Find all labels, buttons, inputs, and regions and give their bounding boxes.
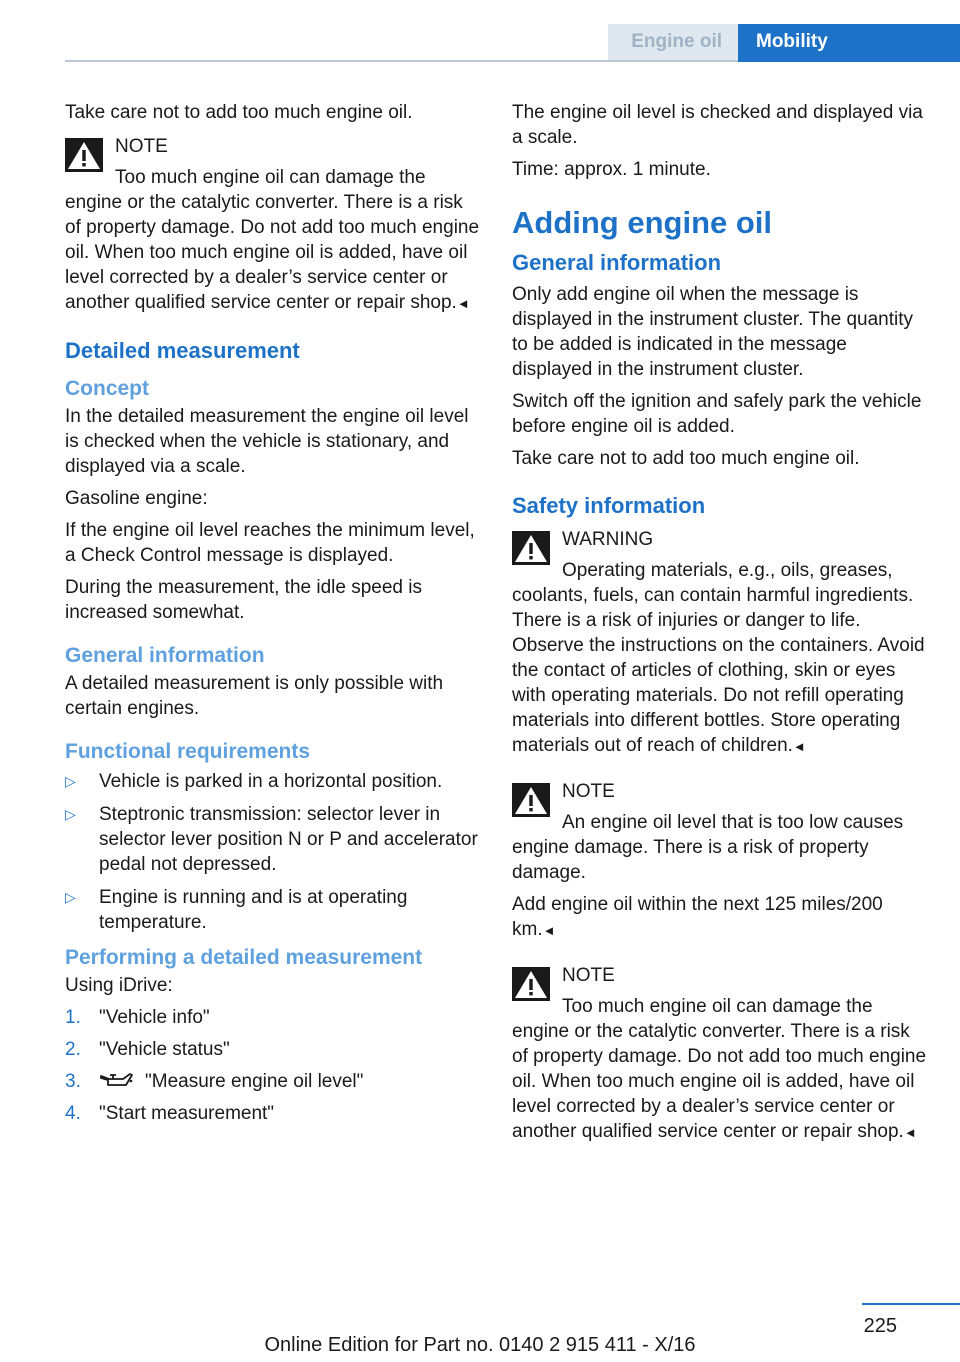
page-number: 225 (863, 1315, 897, 1337)
step-text: "Measure engine oil level" (145, 1071, 364, 1092)
triangle-bullet-icon: ▷ (65, 806, 76, 822)
warning-box (512, 525, 928, 759)
heading-adding-engine-oil: Adding engine oil (512, 205, 773, 240)
concept-paragraph-4: During the measurement, the idle speed is increased somewhat. (65, 577, 422, 623)
end-mark: ◄ (456, 296, 470, 311)
step-item (65, 1037, 483, 1062)
step-text: "Start measurement" (99, 1103, 275, 1124)
note-text: Too much engine oil can damage the engine or the catalytic converter. There is a risk of property damage. Do not add too much engine oil. When too much engine oil is added, have oil level corrected by a dealer’s service center or another qualified service center or repair shop. (65, 167, 480, 313)
list-item-text: Engine is running and is at operating temperature. (99, 887, 408, 933)
list-item-text: Steptronic transmission: selector lever in selector lever position N or P and accelerator pedal not depressed. (99, 804, 478, 875)
step-number: 3. (65, 1071, 81, 1092)
note-text-2: Add engine oil within the next 125 miles/200 km. (512, 894, 883, 940)
step-item (65, 1005, 483, 1030)
heading-concept: Concept (65, 377, 149, 400)
warning-triangle-icon (65, 138, 103, 172)
end-mark: ◄ (542, 923, 556, 938)
step-item (65, 1101, 483, 1126)
step-number: 2. (65, 1039, 81, 1060)
header-section-label: Engine oil (631, 31, 722, 52)
list-item (65, 769, 483, 794)
steps-list (65, 1005, 483, 1126)
header-tab-engine-oil[interactable] (608, 24, 738, 60)
general-paragraph-3: Take care not to add too much engine oil. (512, 448, 860, 469)
warning-triangle-icon (512, 967, 550, 1001)
concept-paragraph-1: In the detailed measurement the engine oil level is checked when the vehicle is stationary, and displayed via a scale. (65, 406, 469, 477)
warning-triangle-icon (512, 783, 550, 817)
step-text: "Vehicle status" (99, 1039, 230, 1060)
step-text: "Vehicle info" (99, 1007, 210, 1028)
note-box-1 (65, 132, 483, 316)
heading-safety-information: Safety information (512, 493, 706, 518)
note-title: NOTE (562, 965, 615, 986)
heading-performing-measurement: Performing a detailed measurement (65, 946, 423, 969)
footer-edition-text: Online Edition for Part no. 0140 2 915 411 - X/16 (264, 1334, 696, 1356)
right-column (512, 100, 928, 1152)
concept-paragraph-2: Gasoline engine: (65, 488, 208, 509)
scale-paragraph: The engine oil level is checked and displayed via a scale. (512, 102, 923, 148)
end-mark: ◄ (903, 1125, 917, 1140)
note-box-3 (512, 961, 928, 1145)
note-text: An engine oil level that is too low causes engine damage. There is a risk of property damage. (512, 812, 904, 883)
triangle-bullet-icon: ▷ (65, 773, 76, 789)
note-text: Too much engine oil can damage the engine or the catalytic converter. There is a risk of property damage. Do not add too much engine oil. When too much engine oil is added, have oil level corrected by a dealer’s service center or another qualified service center or repair shop. (512, 996, 927, 1142)
list-item-text: Vehicle is parked in a horizontal position. (99, 771, 443, 792)
heading-functional-requirements: Functional requirements (65, 740, 311, 763)
header-tab-mobility[interactable] (738, 24, 960, 62)
oil-can-icon (99, 1071, 133, 1089)
heading-general-information-right: General information (512, 250, 722, 275)
step-number: 4. (65, 1103, 81, 1124)
end-mark: ◄ (792, 739, 806, 754)
header-chapter-label: Mobility (756, 31, 828, 52)
requirements-list (65, 769, 483, 935)
warning-triangle-icon (512, 531, 550, 565)
note-title: NOTE (115, 136, 168, 157)
list-item (65, 885, 483, 935)
left-column (65, 100, 483, 1133)
warning-text: Operating materials, e.g., oils, greases, coolants, fuels, can contain harmful ingredients. There is a risk of injuries or danger to life. Observe the instructions on the containers. Avoid the contact of articles of clothing, skin or eyes with operating materials. Do not refill operating materials into different bottles. Store operating materials out of reach of children. (512, 560, 925, 756)
step-number: 1. (65, 1007, 81, 1028)
general-paragraph-2: Switch off the ignition and safely park the vehicle before engine oil is added. (512, 391, 922, 437)
concept-paragraph-3: If the engine oil level reaches the minimum level, a Check Control message is displayed. (65, 520, 475, 566)
heading-detailed-measurement: Detailed measurement (65, 338, 300, 363)
warning-title: WARNING (562, 529, 654, 550)
note-box-2 (512, 777, 928, 943)
general-paragraph: A detailed measurement is only possible with certain engines. (65, 673, 444, 719)
list-item (65, 802, 483, 877)
heading-general-information: General information (65, 644, 265, 667)
note-title: NOTE (562, 781, 615, 802)
step-item (65, 1069, 483, 1094)
intro-text: Take care not to add too much engine oil. (65, 102, 413, 123)
time-paragraph: Time: approx. 1 minute. (512, 159, 711, 180)
using-idrive-text: Using iDrive: (65, 975, 173, 996)
footer-rule (862, 1303, 960, 1305)
triangle-bullet-icon: ▷ (65, 889, 76, 905)
general-paragraph-1: Only add engine oil when the message is displayed in the instrument cluster. The quantity to be added is indicated in the message displayed in the instrument cluster. (512, 284, 913, 380)
